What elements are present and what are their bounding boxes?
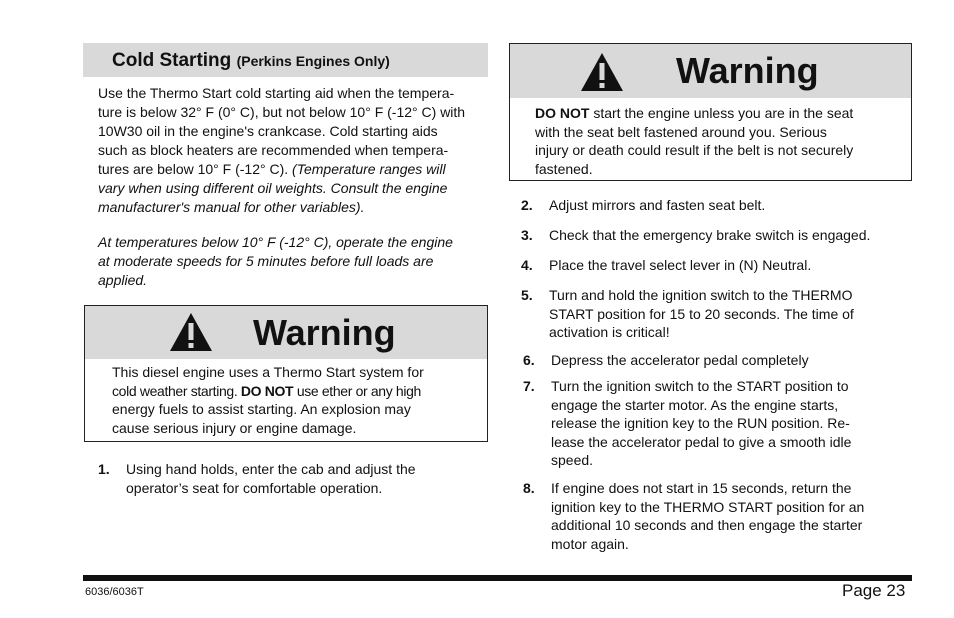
step-line: speed. <box>551 452 594 468</box>
section-subtitle: (Perkins Engines Only) <box>236 53 390 69</box>
step-line: Turn and hold the ignition switch to the THERMO <box>549 287 853 303</box>
step-line: engage the starter motor. As the engine starts, <box>551 396 839 413</box>
exclamation-triangle-icon <box>169 312 213 352</box>
step-number: 8. <box>523 480 535 496</box>
warning-text: cold weather starting. <box>112 382 238 399</box>
warning-emphasis: DO NOT <box>535 105 590 121</box>
warning-line: injury or death could result if the belt is not securely <box>535 142 854 158</box>
step-text <box>551 479 911 553</box>
step-text <box>126 460 478 497</box>
step-text <box>551 351 911 370</box>
note-line: applied. <box>98 272 148 288</box>
step-text <box>549 286 911 342</box>
note-line: at moderate speeds for 5 minutes before full loads are <box>98 253 434 269</box>
warning-header <box>510 44 911 98</box>
step-line: motor again. <box>551 535 629 552</box>
step-number: 1. <box>98 461 110 477</box>
step-line: Turn the ignition switch to the START position to <box>551 378 849 394</box>
warning-box-ether <box>84 305 488 442</box>
warning-line: cause serious injury or engine damage. <box>112 419 357 436</box>
step-number: 3. <box>521 227 533 243</box>
warning-body <box>112 363 462 437</box>
warning-emphasis: DO NOT <box>240 382 294 399</box>
warning-line: with the seat belt fastened around you. Serious <box>535 123 827 140</box>
step-line: Using hand holds, enter the cab and adjust the <box>126 461 416 477</box>
step-line: Check that the emergency brake switch is engaged. <box>549 227 871 243</box>
warning-text: use ether or any high <box>296 382 421 399</box>
warning-line: fastened. <box>535 160 593 177</box>
step-text <box>551 377 911 470</box>
warning-line <box>535 104 884 123</box>
step-line: release the ignition key to the RUN position. Re- <box>551 415 850 431</box>
warning-box-seat-belt <box>509 43 912 181</box>
intro-italic-line: manufacturer's manual for other variables). <box>98 199 365 215</box>
step-line: lease the accelerator pedal to give a smooth idle <box>551 433 852 450</box>
step-line: ignition key to the THERMO START position for an <box>551 498 865 515</box>
warning-line: energy fuels to assist starting. An explosion may <box>112 401 411 417</box>
step-line: operator’s seat for comfortable operation. <box>126 479 383 496</box>
warning-line: This diesel engine uses a Thermo Start system for <box>112 364 424 380</box>
step-number: 2. <box>521 197 533 213</box>
warning-line <box>112 382 462 401</box>
step-line: START position for 15 to 20 seconds. The time of <box>549 305 854 322</box>
intro-line: Use the Thermo Start cold starting aid when the tempera- <box>98 85 455 101</box>
step-text <box>549 256 911 275</box>
step-number: 4. <box>521 257 533 273</box>
intro-paragraph <box>98 84 488 217</box>
step-line: Depress the accelerator pedal completely <box>551 352 809 368</box>
page-number: Page 23 <box>842 581 906 600</box>
note-line: At temperatures below 10° F (-12° C), operate the engine <box>98 234 453 250</box>
intro-line: 10W30 oil in the engine's crankcase. Cold starting aids <box>98 123 438 139</box>
model-number: 6036/6036T <box>85 586 144 598</box>
temperature-note <box>98 233 488 290</box>
step-text <box>549 196 911 215</box>
exclamation-triangle-icon <box>580 52 624 92</box>
intro-line-italic: (Temperature ranges will <box>292 161 446 177</box>
warning-header <box>85 306 487 359</box>
intro-line-normal: tures are below 10° F (-12° C). <box>98 161 289 177</box>
step-line: Adjust mirrors and fasten seat belt. <box>549 197 766 213</box>
warning-body <box>535 104 884 178</box>
step-line: activation is critical! <box>549 324 670 340</box>
step-number: 7. <box>523 378 535 394</box>
step-number: 6. <box>523 352 535 368</box>
footer-divider <box>83 575 912 581</box>
warning-text: start the engine unless you are in the seat <box>593 105 854 121</box>
step-line: additional 10 seconds and then engage the starter <box>551 517 863 533</box>
section-title-text: Cold Starting <box>112 50 232 71</box>
intro-italic-line: vary when using different oil weights. Consult the engine <box>98 180 448 196</box>
section-title <box>112 50 390 72</box>
intro-line: ture is below 32° F (0° C), but not below 10° F (-12° C) with <box>98 104 466 120</box>
section-header <box>83 43 488 77</box>
warning-title: Warning <box>676 50 819 91</box>
intro-line: such as block heaters are recommended when tempera- <box>98 142 449 158</box>
step-line: Place the travel select lever in (N) Neutral. <box>549 257 812 273</box>
step-text <box>549 226 911 245</box>
intro-line <box>98 160 488 179</box>
step-line: If engine does not start in 15 seconds, return the <box>551 480 852 496</box>
step-number: 5. <box>521 287 533 303</box>
warning-title: Warning <box>253 312 396 353</box>
